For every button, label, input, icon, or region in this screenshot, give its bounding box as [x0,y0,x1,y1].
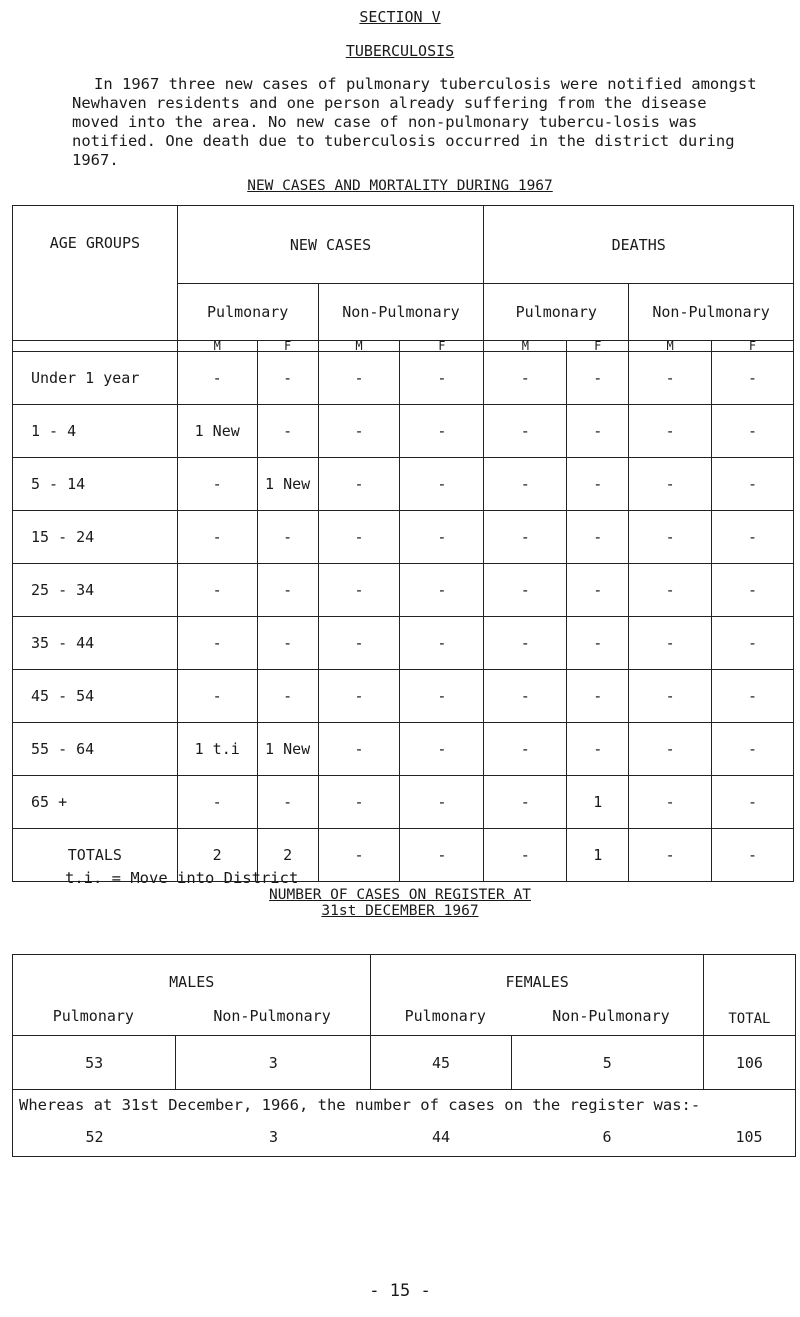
data-cell: - [712,617,794,670]
header-blank [13,341,178,352]
data-cell: - [484,564,567,617]
table1-footnote: t.i. = Move into District [65,869,299,887]
data-cell: - [257,564,318,617]
header-new-pulmonary: Pulmonary [177,284,318,341]
females-non-pulmonary-header: Non-Pulmonary [552,1007,670,1025]
data-cell: - [567,458,629,511]
register-value: 106 [703,1036,795,1090]
previous-year-cell [13,1090,796,1157]
females-header-cell [371,955,703,1036]
age-group-cell: 1 - 4 [13,405,178,458]
data-cell: - [629,511,712,564]
header-f: F [400,341,484,352]
data-cell: - [712,670,794,723]
table-row [13,723,794,776]
header-m: M [318,341,400,352]
register-value: 5 [511,1036,703,1090]
table-row [13,352,794,405]
register-value: 45 [371,1036,511,1090]
data-cell: - [484,458,567,511]
data-cell: - [257,405,318,458]
data-cell: - [400,723,484,776]
data-cell: - [712,352,794,405]
intro-text: In 1967 three new cases of pulmonary tuberculosis were notified amongst Newhaven residents and one person already suffering from the disease moved into the area. No new case of non-pulmonary tubercu-losis was notified. One death due to tuberculosis occurred in the district during 1967. [72,75,757,169]
data-cell: - [257,511,318,564]
table-row [13,617,794,670]
data-cell: 1 t.i [177,723,257,776]
age-group-cell: 35 - 44 [13,617,178,670]
register-table [12,954,796,1157]
data-cell: - [567,670,629,723]
data-cell: - [629,564,712,617]
data-cell: - [400,564,484,617]
data-cell: - [318,352,400,405]
data-cell: - [629,723,712,776]
data-cell: 2 [257,829,318,882]
header-m: M [484,341,567,352]
data-cell: - [629,352,712,405]
header-m: M [177,341,257,352]
data-cell: - [177,617,257,670]
data-cell: - [318,564,400,617]
data-cell: - [629,776,712,829]
header-new-non-pulmonary: Non-Pulmonary [318,284,484,341]
data-cell: - [257,776,318,829]
data-cell: - [318,511,400,564]
males-header: MALES [169,973,215,991]
header-deaths: DEATHS [484,206,794,284]
data-cell: - [400,829,484,882]
males-pulmonary-header: Pulmonary [52,1007,134,1025]
page-number: - 15 - [369,1281,431,1301]
females-pulmonary-header: Pulmonary [404,1007,486,1025]
data-cell: - [567,564,629,617]
data-cell: - [318,405,400,458]
data-cell: - [567,405,629,458]
females-header: FEMALES [505,973,569,991]
data-cell: - [318,458,400,511]
data-cell: - [712,511,794,564]
data-cell: - [177,511,257,564]
data-cell: - [257,670,318,723]
prev-value: 44 [431,1128,451,1146]
data-cell: - [318,723,400,776]
data-cell: 2 [177,829,257,882]
header-m: M [629,341,712,352]
prev-value: 3 [268,1128,279,1146]
total-header: TOTAL [728,1011,771,1027]
data-cell: - [712,723,794,776]
data-cell: - [400,670,484,723]
data-cell: - [318,617,400,670]
data-cell: - [400,405,484,458]
age-group-cell: Under 1 year [13,352,178,405]
data-cell: - [257,617,318,670]
prev-value: 52 [85,1128,104,1146]
data-cell: - [484,511,567,564]
table-row [13,405,794,458]
table-row [13,458,794,511]
data-cell: - [484,670,567,723]
data-cell: - [177,564,257,617]
males-non-pulmonary-header: Non-Pulmonary [213,1007,331,1025]
age-group-cell: 5 - 14 [13,458,178,511]
age-group-cell: TOTALS [13,829,178,882]
age-group-cell: 15 - 24 [13,511,178,564]
data-cell: - [177,458,257,511]
data-cell: - [629,670,712,723]
table1-title: NEW CASES AND MORTALITY DURING 1967 [247,178,553,194]
age-group-cell: 55 - 64 [13,723,178,776]
table2-title: NUMBER OF CASES ON REGISTER AT 31st DECEMBER 1967 [269,887,531,919]
data-cell: - [567,723,629,776]
data-cell: - [318,829,400,882]
header-f: F [257,341,318,352]
header-death-non-pulmonary: Non-Pulmonary [629,284,794,341]
table-row [13,564,794,617]
header-new-cases: NEW CASES [177,206,484,284]
intro-paragraph [72,75,762,170]
header-age-groups: AGE GROUPS [13,206,178,341]
data-cell: - [629,458,712,511]
data-cell: - [400,617,484,670]
table-row [13,511,794,564]
total-header-cell [703,955,795,1036]
data-cell: - [400,776,484,829]
data-cell: - [400,352,484,405]
table-row [13,670,794,723]
prev-value: 6 [602,1128,612,1146]
data-cell: - [484,405,567,458]
data-cell: - [257,352,318,405]
data-cell: - [629,617,712,670]
new-cases-mortality-table [12,205,794,882]
data-cell: - [484,776,567,829]
data-cell: - [484,352,567,405]
age-group-cell: 45 - 54 [13,670,178,723]
data-cell: - [318,670,400,723]
data-cell: - [629,405,712,458]
data-cell: - [712,405,794,458]
age-group-cell: 25 - 34 [13,564,178,617]
data-cell: - [567,511,629,564]
data-cell: - [712,776,794,829]
data-cell: - [712,458,794,511]
males-header-cell [13,955,371,1036]
header-f: F [712,341,794,352]
data-cell: - [177,352,257,405]
header-f: F [567,341,629,352]
prev-value: 105 [735,1128,763,1146]
data-cell: - [484,723,567,776]
age-group-cell: 65 + [13,776,178,829]
subject-title: TUBERCULOSIS [345,42,455,60]
data-cell: - [318,776,400,829]
data-cell: - [567,352,629,405]
data-cell: 1 New [177,405,257,458]
data-cell: - [567,617,629,670]
data-cell: - [400,511,484,564]
data-cell: - [177,670,257,723]
data-cell: - [629,829,712,882]
data-cell: 1 New [257,723,318,776]
whereas-text: Whereas at 31st December, 1966, the number of cases on the register was:- [19,1096,701,1114]
header-death-pulmonary: Pulmonary [484,284,629,341]
data-cell: 1 New [257,458,318,511]
data-cell: - [177,776,257,829]
data-cell: - [712,564,794,617]
data-cell: - [400,458,484,511]
data-cell: - [484,829,567,882]
data-cell: - [484,617,567,670]
section-title: SECTION V [359,8,441,26]
data-cell: 1 [567,776,629,829]
data-cell: - [712,829,794,882]
register-value: 53 [13,1036,176,1090]
register-value: 3 [176,1036,371,1090]
data-cell: 1 [567,829,629,882]
table-row [13,776,794,829]
